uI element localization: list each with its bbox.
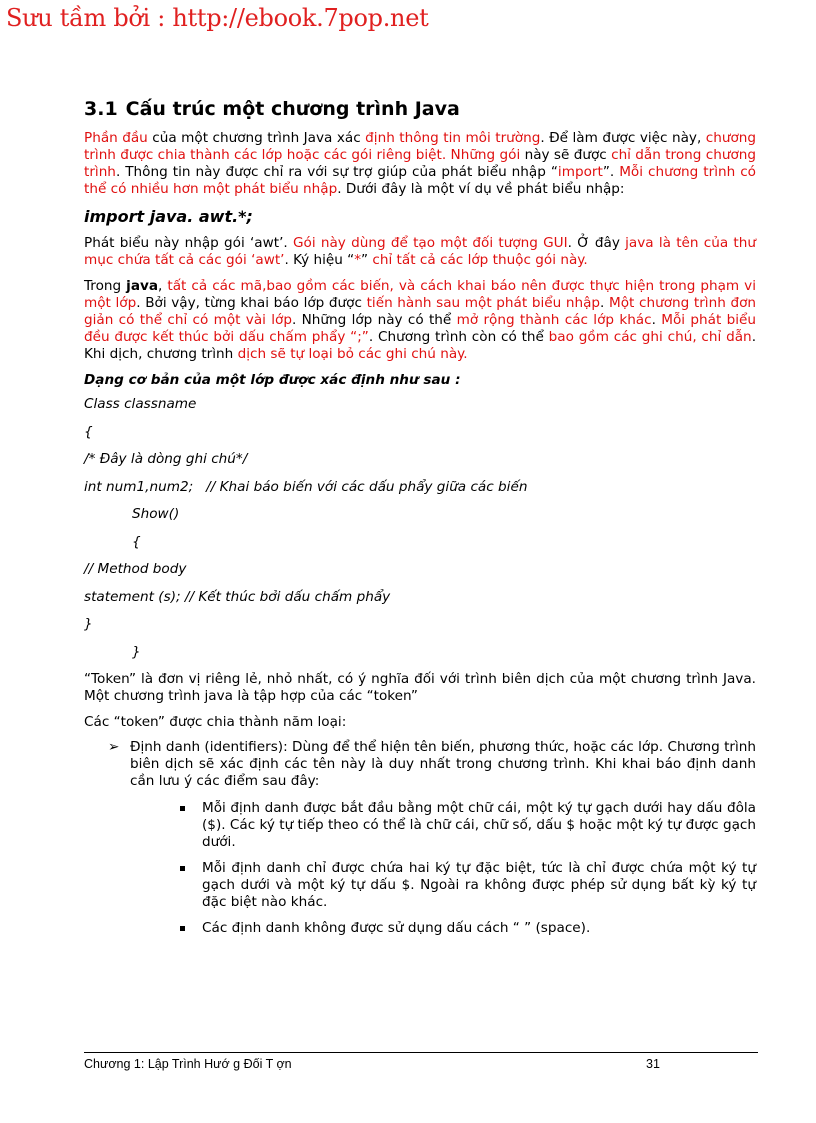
code-line: {	[132, 533, 141, 550]
section-title: Cấu trúc một chương trình Java	[125, 98, 460, 120]
paragraph-intro	[84, 130, 756, 198]
text: . Bởi vậy, từng khai báo lớp được	[136, 295, 367, 311]
list-item-text: Mỗi định danh được bắt đầu bằng một chữ cái, một ký tự gạch dưới hay dấu đôla ($). Các ký tự tiếp theo có thể là chữ cái, chữ số, dấu $ hoặc một ký tự được gạch dưới.	[202, 800, 756, 850]
text: . Thông tin này được chỉ ra với sự trợ giúp của phát biểu nhập “	[115, 164, 558, 180]
text: .	[600, 295, 609, 311]
highlight: tiến hành sau một phát biểu nhập	[366, 295, 601, 311]
highlight: *	[354, 252, 361, 268]
list-item-text: Định danh (identifiers): Dùng để thể hiện tên biến, phương thức, hoặc các lớp. Chương trình biên dịch sẽ xác định các tên này là duy nhất trong chương trình. Khi khai báo định danh cần lưu ý các điểm sau đây:	[130, 739, 756, 789]
highlight: mở rộng thành các lớp khác	[456, 312, 652, 328]
subheading: Dạng cơ bản của một lớp được xác định như sau :	[84, 372, 461, 388]
text: . Chương trình còn có thể	[368, 329, 549, 345]
arrow-bullet-icon: ➢	[108, 739, 120, 755]
highlight: Gói này dùng để tạo một đối tượng GUI	[292, 235, 568, 251]
highlight: chỉ dẫn trong chương trình	[84, 147, 757, 180]
paragraph-token-types: Các “token” được chia thành năm loại:	[84, 714, 347, 730]
highlight: định thông tin môi trường	[365, 130, 541, 146]
list-item	[180, 920, 756, 937]
highlight: import	[557, 164, 603, 180]
code-block	[84, 396, 756, 671]
text: Trong	[84, 278, 127, 294]
highlight: tất cả các mã,bao gồm các biến, và cách khai báo nên được thực hiện trong phạm vi một lớp	[84, 278, 756, 311]
text: . Những lớp này có thể	[292, 312, 457, 328]
square-bullet-icon	[180, 806, 185, 811]
highlight: dịch sẽ tự loại bỏ các ghi chú này.	[237, 346, 468, 362]
highlight: Mỗi phát biểu đều được kết thúc bởi dấu chấm phẩy “;”	[84, 312, 756, 345]
highlight: bao gồm các ghi chú, chỉ dẫn	[548, 329, 752, 345]
text: này sẽ được	[520, 147, 612, 163]
code-line: statement (s); // Kết thúc bởi dấu chấm phẩy	[84, 588, 391, 605]
text: ,	[158, 278, 168, 294]
text: ”	[360, 252, 373, 268]
text: . Để làm được việc này,	[540, 130, 706, 146]
highlight: Một chương trình đơn giản có thể chỉ có một vài lớp	[84, 295, 757, 328]
bold-term: java	[126, 278, 159, 294]
list-item-identifiers	[108, 739, 756, 937]
page-content	[84, 98, 756, 946]
code-line: }	[132, 643, 141, 660]
list-item	[180, 800, 756, 851]
section-number: 3.1	[84, 98, 118, 120]
code-line: {	[84, 423, 93, 440]
page-number: 31	[646, 1057, 660, 1071]
highlight: java là tên của thư mục chứa tất cả các gói ‘awt’	[84, 235, 756, 268]
highlight: Mỗi chương trình có thể có nhiều hơn một phát biểu nhập	[84, 164, 756, 197]
text: . Ký hiệu “	[284, 252, 355, 268]
list-item-text: Mỗi định danh chỉ được chứa hai ký tự đặc biệt, tức là chỉ được chứa một ký tự gạch dưới và một ký tự dấu $. Ngoài ra không được phép sử dụng bất kỳ ký tự đặc biệt nào khác.	[202, 860, 756, 910]
watermark-text: Sưu tầm bởi : http://ebook.7pop.net	[6, 4, 429, 32]
paragraph-token: “Token” là đơn vị riêng lẻ, nhỏ nhất, có ý nghĩa đối với trình biên dịch của một chương trình Java. Một chương trình java là tập hợp của các “token”	[84, 671, 756, 704]
token-type-list	[84, 739, 756, 937]
footer-divider	[84, 1052, 758, 1053]
list-item	[180, 860, 756, 911]
text: . Khi dịch, chương trình	[84, 329, 757, 362]
code-line: /* Đây là dòng ghi chú*/	[84, 451, 248, 467]
square-bullet-icon	[180, 866, 185, 871]
paragraph-class-scope	[84, 278, 756, 363]
code-line: Show()	[132, 506, 180, 522]
text: .	[651, 312, 662, 328]
highlight: Phần đầu	[84, 130, 148, 146]
import-statement: import java. awt.*;	[84, 207, 253, 226]
text: của một chương trình Java xác	[147, 130, 366, 146]
square-bullet-icon	[180, 926, 185, 931]
section-heading	[84, 98, 756, 120]
highlight: chương trình được chia thành các lớp hoặc các gói riêng biệt. Những gói	[84, 130, 757, 163]
code-line: }	[84, 616, 93, 632]
text: . Ở đây	[567, 235, 626, 251]
paragraph-import-explain	[84, 235, 756, 269]
footer-chapter: Chương 1: Lập Trình Hướ g Đối T ợn	[84, 1057, 292, 1071]
highlight: chỉ tất cả các lớp thuộc gói này.	[372, 252, 588, 268]
code-line: int num1,num2; // Khai báo biến với các dấu phẩy giữa các biến	[84, 478, 528, 495]
text: Phát biểu này nhập gói ‘awt’.	[84, 235, 293, 251]
code-line: Class classname	[84, 396, 197, 412]
list-item-text: Các định danh không được sử dụng dấu cách “ ” (space).	[202, 920, 591, 936]
text: . Dưới đây là một ví dụ về phát biểu nhập:	[337, 181, 625, 197]
text: ”.	[602, 164, 620, 180]
code-line: // Method body	[84, 561, 187, 577]
identifier-rules-list	[130, 800, 756, 937]
